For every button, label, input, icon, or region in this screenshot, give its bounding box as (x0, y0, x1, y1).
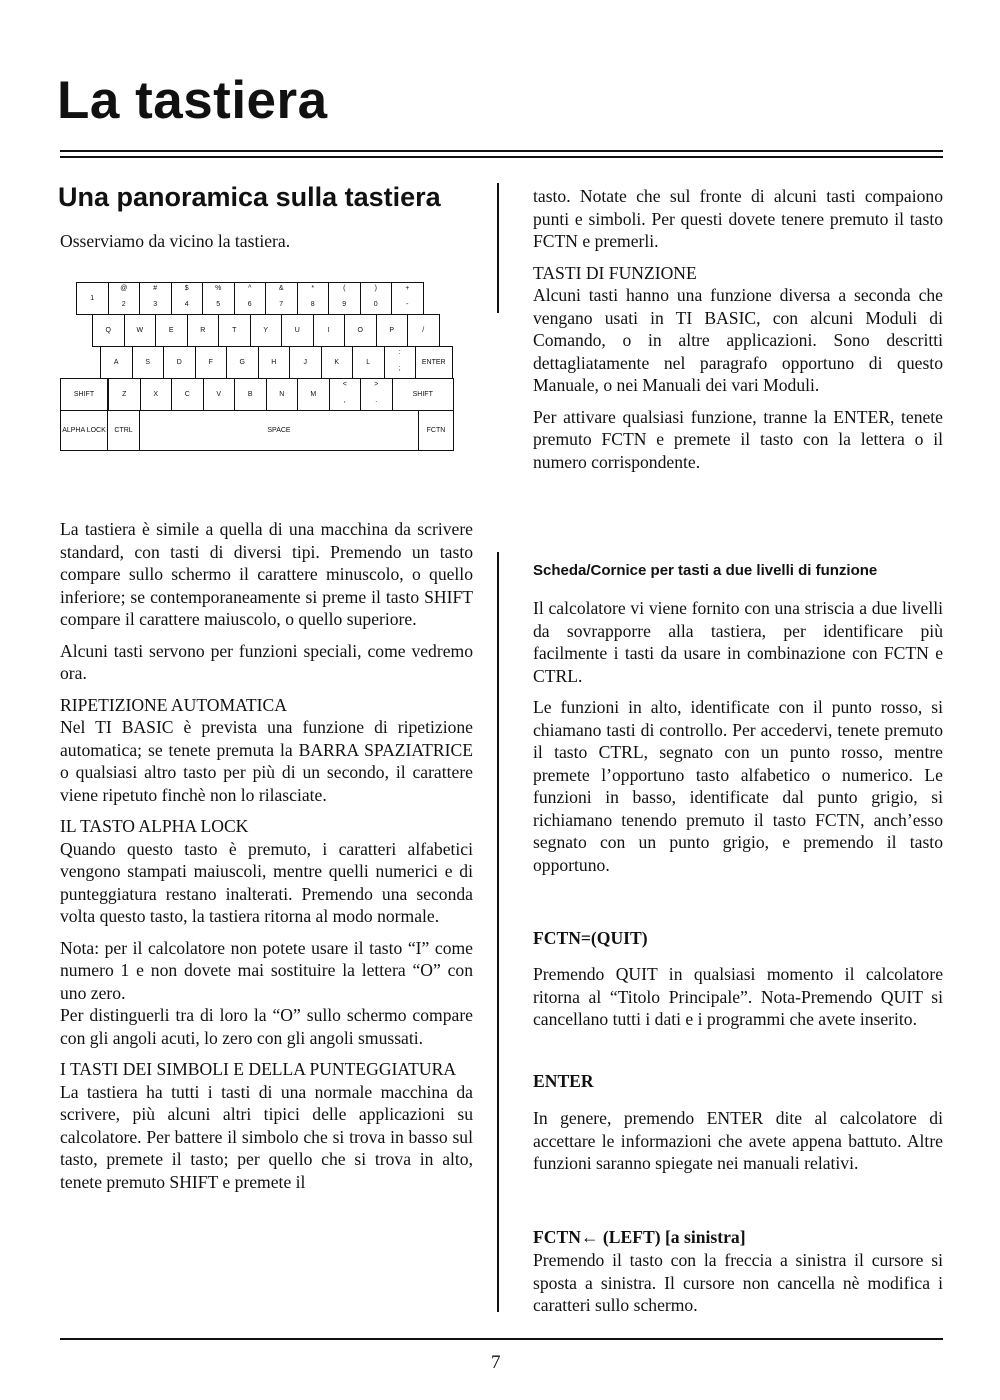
key-upper-label: ) (374, 285, 377, 292)
heading-ripetizione: RIPETIZIONE AUTOMATICA (60, 694, 287, 715)
heading-alpha-lock: IL TASTO ALPHA LOCK (60, 816, 249, 836)
key-5 (202, 282, 235, 315)
key-upper-label: ^ (248, 285, 252, 292)
key-label: Y (263, 326, 269, 334)
key-label: 4 (184, 301, 189, 308)
key-label: 8 (310, 301, 315, 308)
key-label: K (334, 358, 340, 366)
key-label: ENTER (421, 358, 446, 366)
paragraph: La tastiera è simile a quella di una macchina da scrivere standard, con tasti di diversi tipi. Premendo un tasto compare sullo schermo il carattere minuscolo, o quello inferiore; se contemporaneamente si preme il tasto SHIFT compare il carattere maiuscolo, o quello superiore. (60, 519, 473, 629)
key-k (321, 346, 354, 379)
key-7 (265, 282, 298, 315)
key-W (124, 314, 157, 347)
key-label: T (232, 326, 237, 334)
key-label: X (153, 390, 159, 398)
key-upper-label: # (153, 285, 158, 292)
key-E (155, 314, 188, 347)
paragraph-left: Premendo il tasto con la freccia a sinistra il cursore si sposta a sinistra. Il cursore non cancella nè modifica i caratteri sullo schermo. (533, 1250, 943, 1315)
key-upper-label: > (374, 381, 379, 388)
key-label: I (327, 326, 330, 334)
paragraph: Le funzioni in alto, identificate con il punto rosso, si chiamano tasti di controllo. Per accedervi, tenete premuto il tasto CTRL, segnato con un punto rosso, mentre premete l’opportuno tasto alfabetico o numerico. Le funzioni in basso, identificate dal punto grigio, si richiamano tenendo premuto il tasto FCTN, anch’esso segnato con un punto grigio, e premendo il tasto opportuno. (533, 697, 943, 875)
key-label: F (208, 358, 213, 366)
title-rule-bottom (60, 156, 943, 158)
section-heading: Una panoramica sulla tastiera (58, 182, 441, 212)
paragraph: La tastiera ha tutti i tasti di una normale macchina da scrivere, più alcuni altri tipici delle applicazioni su calcolatore. Per battere il simbolo che si trova in basso sul tasto, premete il tasto; per quello che si trova in alto, tenete premuto SHIFT e premete il (60, 1081, 473, 1192)
keyboard-diagram (60, 282, 452, 462)
key-label: 6 (247, 301, 252, 308)
key-label: D (176, 358, 182, 366)
paragraph: Il calcolatore vi viene fornito con una striscia a due livelli da sovrapporre alla tastiera, per identificare più facilmente i tasti da usare in combinazione con FCTN e CTRL. (533, 598, 943, 686)
key-upper-label: @ (120, 285, 128, 292)
key-shift (60, 378, 108, 411)
key-4 (171, 282, 204, 315)
key-O (344, 314, 377, 347)
key-label: E (168, 326, 174, 334)
key-label: ; (398, 365, 401, 372)
key-m (297, 378, 330, 411)
key-6 (234, 282, 267, 315)
key-l (352, 346, 385, 379)
key-upper-label: : (398, 349, 401, 356)
key-label: SPACE (267, 426, 291, 434)
title-rule-top (60, 150, 943, 152)
key-c (171, 378, 204, 411)
column-divider (497, 552, 499, 1312)
key-j (289, 346, 322, 379)
key-label: CTRL (114, 426, 133, 434)
key-label: , (343, 397, 346, 404)
paragraph: Quando questo tasto è premuto, i caratteri alfabetici vengono stampati maiuscoli, mentre quelli numerici e di punteggiatura restano inalterati. Premendo una seconda volta questo tasto, la tastiera ritorna al modo normale. (60, 838, 473, 926)
key-label: 5 (216, 301, 221, 308)
heading-enter: ENTER (533, 1071, 594, 1091)
left-body (60, 518, 473, 1202)
page-title: La tastiera (57, 71, 328, 130)
key-label: J (303, 358, 307, 366)
key-label: M (310, 390, 317, 398)
key-a (100, 346, 133, 379)
key-g (226, 346, 259, 379)
heading-tasti-funzione: TASTI DI FUNZIONE (533, 262, 697, 283)
key-label: FCTN (426, 426, 446, 434)
key-f (195, 346, 228, 379)
key-- (391, 282, 424, 315)
key-9 (328, 282, 361, 315)
key-label: A (113, 358, 119, 366)
key-label: C (184, 390, 190, 398)
key-label: P (389, 326, 395, 334)
key-label: U (294, 326, 300, 334)
key-; (384, 346, 417, 379)
note-paragraph: Nota: per il calcolatore non potete usare il tasto “I” come numero 1 e non dovete mai sostituire la lettera “O” con uno zero. (60, 937, 473, 1003)
key-period (360, 378, 393, 411)
key-label: 0 (373, 301, 378, 308)
key-3 (139, 282, 172, 315)
key-P (376, 314, 409, 347)
paragraph-quit: Premendo QUIT in qualsiasi momento il calcolatore ritorna al “Titolo Principale”. Nota-Premendo QUIT si cancellano tutti i dati e i programmi che avete inserito. (533, 964, 943, 1029)
key-label: 9 (342, 301, 347, 308)
column-divider-top (497, 183, 499, 313)
key-v (203, 378, 236, 411)
key-space (139, 410, 419, 451)
key-label: H (271, 358, 277, 366)
key-shift (392, 378, 455, 411)
key-Q (92, 314, 125, 347)
key-label: 2 (121, 301, 126, 308)
key-z (108, 378, 141, 411)
key-/ (407, 314, 440, 347)
key-label: / (422, 326, 425, 334)
heading-scheda: Scheda/Cornice per tasti a due livelli di funzione (533, 562, 878, 579)
key-label: 1 (90, 294, 95, 302)
key-label: 7 (279, 301, 284, 308)
footer-rule (60, 1338, 943, 1340)
key-label: N (279, 390, 285, 398)
key-label: V (216, 390, 222, 398)
key-label: B (247, 390, 253, 398)
paragraph: Alcuni tasti hanno una funzione diversa a seconda che vengano usati in TI BASIC, con alcuni Moduli di Comando, o in altre applicazioni. Sono descritti dettagliatamente nel paragrafo opportuno di questo Manuale, o nei Manuali dei vari Moduli. (533, 285, 943, 395)
key-upper-label: ( (343, 285, 346, 292)
key-label: SHIFT (412, 390, 433, 398)
key-h (258, 346, 291, 379)
key-upper-label: + (405, 285, 410, 292)
key-label: . (375, 397, 378, 404)
key-0 (360, 282, 393, 315)
key-s (132, 346, 165, 379)
key-label: G (239, 358, 245, 366)
key-8 (297, 282, 330, 315)
key-label: ALPHA LOCK (62, 426, 106, 434)
key-R (187, 314, 220, 347)
paragraph: Per attivare qualsiasi funzione, tranne la ENTER, tenete premuto FCTN e premete il tasto con la lettera o il numero corrispondente. (533, 406, 943, 472)
paragraph: Per distinguerli tra di loro la “O” sullo schermo compare con gli angoli acuti, lo zero con gli angoli smussati. (60, 1005, 473, 1048)
key-alpha-lock (60, 410, 108, 451)
key-n (266, 378, 299, 411)
key-I (313, 314, 346, 347)
intro-text: Osserviamo da vicino la tastiera. (60, 231, 291, 251)
key-label: O (357, 326, 363, 334)
key-b (234, 378, 267, 411)
key-Y (250, 314, 283, 347)
key-d (163, 346, 196, 379)
key-upper-label: & (278, 285, 284, 292)
paragraph-enter: In genere, premendo ENTER dite al calcolatore di accettare le informazioni che avete appena battuto. Altre funzioni saranno spiegate nei manuali relativi. (533, 1108, 943, 1173)
key-2 (108, 282, 141, 315)
heading-simboli: I TASTI DEI SIMBOLI E DELLA PUNTEGGIATURA (60, 1059, 457, 1079)
paragraph: tasto. Notate che sul fronte di alcuni tasti compaiono punti e simboli. Per questi dovete tenere premuto il tasto FCTN e premerli. (533, 186, 943, 251)
key-label: 3 (153, 301, 158, 308)
key-upper-label: * (311, 285, 315, 292)
heading-left: FCTN← (LEFT) [a sinistra] (533, 1227, 746, 1247)
heading-quit: FCTN=(QUIT) (533, 928, 648, 948)
key-enter (415, 346, 453, 379)
key-x (140, 378, 173, 411)
key-comma (329, 378, 362, 411)
key-label: - (406, 301, 409, 308)
key-label: S (145, 358, 151, 366)
key-label: W (136, 326, 144, 334)
key-label: Q (105, 326, 111, 334)
key-1 (76, 282, 109, 315)
key-U (281, 314, 314, 347)
paragraph: Nel TI BASIC è prevista una funzione di ripetizione automatica; se tenete premuta la BARRA SPAZIATRICE o qualsiasi altro tasto per più di un secondo, il carattere viene ripetuto finchè non lo rilasciate. (60, 717, 473, 805)
key-upper-label: $ (184, 285, 189, 292)
key-label: SHIFT (73, 390, 95, 398)
paragraph: Alcuni tasti servono per funzioni speciali, come vedremo ora. (60, 640, 473, 683)
key-label: R (200, 326, 206, 334)
page-number: 7 (491, 1352, 501, 1373)
key-fctn (418, 410, 454, 451)
key-label: Z (122, 390, 127, 398)
key-upper-label: < (342, 381, 347, 388)
right-top-block (533, 185, 943, 482)
key-label: L (366, 358, 371, 366)
key-upper-label: % (215, 285, 222, 292)
key-T (218, 314, 251, 347)
key-ctrl (107, 410, 140, 451)
right-body-1 (533, 597, 943, 885)
